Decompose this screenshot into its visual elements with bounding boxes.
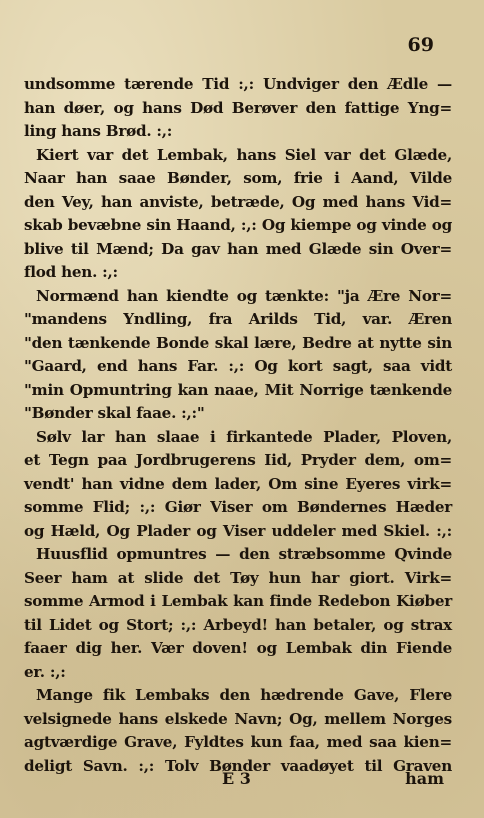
text-line: deligt Savn. :,: Tolv Bønder vaadøyet til Graven — [24, 756, 452, 775]
text-line: han døer, og hans Død Berøver den fattige Yng= — [24, 98, 452, 117]
catchword: ham — [405, 769, 444, 788]
text-line: flod hen. :,: — [24, 263, 118, 281]
text-line: den Vey, han anviste, betræde, Og med hans Vid= — [24, 192, 452, 211]
text-line: "min Opmuntring kan naae, Mit Norrige tænkende — [24, 380, 452, 399]
text-line: og Hæld, Og Plader og Viser uddeler med Skiel. :,: — [24, 521, 452, 540]
text-line: velsignede hans elskede Navn; Og, mellem Norges — [24, 709, 452, 728]
text-line: somme Flid; :,: Giør Viser om Bøndernes Hæder — [24, 498, 452, 516]
text-line: skab bevæbne sin Haand, :,: Og kiempe og vinde og — [24, 216, 452, 234]
text-line: er. :,: — [24, 662, 66, 681]
stanza-start-line: Huusflid opmuntres — den stræbsomme Qvinde — [36, 545, 452, 563]
stanza-start-line: Mange fik Lembaks den hædrende Gave, Flere — [36, 686, 452, 704]
poem-text — [24, 73, 452, 778]
page-footer — [24, 769, 444, 793]
text-line: "Bønder skal faae. :,:" — [24, 404, 205, 422]
text-line: faaer dig her. Vær doven! og Lembak din Fiende — [24, 639, 452, 657]
text-line: Seer ham at slide det Tøy hun har giort. Virk= — [24, 568, 452, 587]
text-line: blive til Mænd; Da gav han med Glæde sin Over= — [24, 239, 452, 258]
text-line: ling hans Brød. :,: — [24, 122, 173, 140]
text-line: agtværdige Grave, Fyldtes kun faa, med saa kien= — [24, 733, 452, 751]
text-line: til Lidet og Stort; :,: Arbeyd! han betaler, og strax — [24, 615, 452, 634]
stanza-start-line: Kiert var det Lembak, hans Siel var det Glæde, — [36, 145, 452, 164]
text-line: Naar han saae Bønder, som, frie i Aand, Vilde — [24, 169, 452, 187]
text-line: "Gaard, end hans Far. :,: Og kort sagt, saa vidt — [24, 357, 452, 375]
stanza-start-line: Normænd han kiendte og tænkte: "ja Ære Nor= — [36, 286, 452, 305]
text-line: "den tænkende Bonde skal lære, Bedre at nytte sin — [24, 333, 452, 352]
text-line: "mandens Yndling, fra Arilds Tid, var. Æren — [24, 310, 452, 328]
text-line: somme Armod i Lembak kan finde Redebon Kiøber — [24, 592, 452, 610]
stanza-start-line: Sølv lar han slaae i firkantede Plader, Ploven, — [36, 427, 452, 446]
text-line: et Tegn paa Jordbrugerens Iid, Pryder dem, om= — [24, 451, 452, 469]
text-line: vendt' han vidne dem lader, Om sine Eyeres virk= — [24, 474, 452, 493]
signature-mark: E 3 — [222, 769, 251, 788]
page-number: 69 — [407, 34, 434, 56]
text-line: undsomme tærende Tid :,: Undviger den Ædle — — [24, 75, 452, 93]
